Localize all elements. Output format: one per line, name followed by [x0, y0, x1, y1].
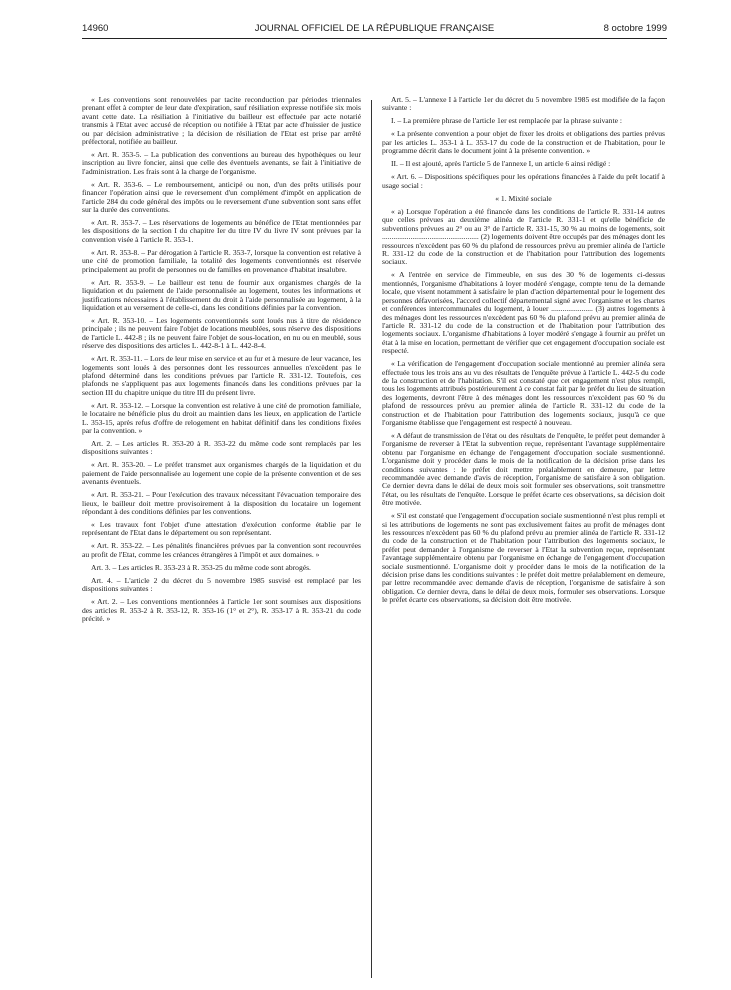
- paragraph: « Art. 6. – Dispositions spécifiques pour les opérations financées à l'aide du prêt locatif à usage social :: [382, 172, 665, 190]
- page-header: [82, 20, 667, 39]
- column-divider: [371, 100, 372, 978]
- section-heading: « 1. Mixité sociale: [495, 193, 552, 203]
- left-column: [82, 96, 361, 628]
- paragraph: « Art. R. 353-22. – Les pénalités financières prévues par la convention sont recouvrées au profit de l'Etat, comme les créances étrangères à l'impôt et aux domaines. »: [82, 541, 361, 559]
- article-paragraph: Art. 4. – L'article 2 du décret du 5 novembre 1985 susvisé est remplacé par les dispositions suivantes :: [82, 575, 361, 594]
- paragraph: « Art. 2. – Les conventions mentionnées à l'article 1er sont soumises aux dispositions des articles R. 353-2 à R. 353-12, R. 353-16 (1° et 2°), R. 353-17 à R. 353-21 du code précité. »: [82, 597, 361, 624]
- paragraph: « Art. R. 353-9. – Le bailleur est tenu de fournir aux organismes chargés de la liquidation et du paiement de l'aide personnalisée au logement, toutes les informations et justifications nécessaires à l'établissement du droit à l'aide personnalisée au logement, à la liquidation et au versement de celle-ci, dans les conditions définies par la convention.: [82, 277, 361, 312]
- article-paragraph: Art. 2. – Les articles R. 353-20 à R. 353-22 du même code sont remplacés par les dispositions suivantes :: [82, 438, 361, 457]
- paragraph: « A l'entrée en service de l'immeuble, en sus des 30 % de logements ci-dessus mentionnés, l'organisme d'habitations à loyer modéré s'engage, compte tenu de la demande locale, que visent notamment à satisfaire le plan d'action départemental pour le logement des personnes défavorisées, l'accord collectif départemental signé avec l'organisme et les chartes et conférences intercommunales du logement, à louer ...................... (3) autres logements à des ménages dont les ressources n'excèdent pas 60 % du plafond prévu au premier alinéa de l'article R. 331-12 du code de la construction et de l'habitation pour l'attribution des logements sociaux. L'organisme d'habitations à loyer modéré s'engage à fournir au préfet un état à la mise en location, permettant de vérifier que cet engagement d'occupation sociale est respecté.: [382, 270, 665, 356]
- paragraph: « Art. R. 353-10. – Les logements conventionnés sont loués nus à titre de résidence principale ; ils ne peuvent faire l'objet de locations meublées, sous réserve des dispositions de l'article L. 442-8 ; ils ne peuvent faire l'objet de sous-location, en nu ou en meublé, sous réserve des dispositions des articles L. 442-8-1 à L. 442-8-4.: [82, 315, 361, 351]
- issue-date: 8 octobre 1999: [603, 23, 667, 34]
- paragraph: « Art. R. 353-20. – Le préfet transmet aux organismes chargés de la liquidation et du paiement de l'aide personnalisée au logement une copie de la présente convention et de ses avenants éventuels.: [82, 460, 361, 487]
- paragraph: « Les travaux font l'objet d'une attestation d'exécution conforme établie par le représentant de l'Etat dans le département ou son représentant.: [82, 520, 361, 538]
- paragraph: « A défaut de transmission de l'état ou des résultats de l'enquête, le préfet peut demander à l'organisme de reverser à l'Etat la subvention reçue, représentant l'avantage supplémentaire obtenu par l'organisme en échange de l'engagement d'occupation sociale susmentionné. L'organisme doit y procéder dans le mois de la notification de la décision prise dans les conditions suivantes : le préfet doit mettre préalablement en demeure, par lettre recommandée avec demande d'avis de réception, l'organisme de satisfaire à son obligation. Ce dernier devra dans le délai de deux mois soit formuler ses observations, soit transmettre l'état, ou les résultats de l'enquête. Lorsque le préfet écarte ces observations, sa décision doit être motivée.: [382, 430, 665, 508]
- right-column: [382, 96, 665, 609]
- article-paragraph: Art. 3. – Les articles R. 353-23 à R. 353-25 du même code sont abrogés.: [91, 562, 311, 572]
- article-paragraph: Art. 5. – L'annexe I à l'article 1er du décret du 5 novembre 1985 est modifiée de la façon suivante :: [382, 95, 665, 113]
- paragraph: « Les conventions sont renouvelées par tacite reconduction par périodes triennales prenant effet à compter de leur date d'expiration, sauf résiliation expresse notifiée six mois avant cette date. La résiliation à l'initiative du bailleur est effectuée par acte notarié transmis à l'Etat avec accusé de réception ou notifiée à l'Etat par acte d'huissier de justice ou par décision administrative ; la décision de résiliation de l'Etat est prise par arrêté préfectoral, notifiée au bailleur.: [82, 95, 361, 147]
- journal-title: JOURNAL OFFICIEL DE LA RÉPUBLIQUE FRANÇAISE: [254, 23, 495, 34]
- paragraph: « Art. R. 353-6. – Le remboursement, anticipé ou non, d'un des prêts utilisés pour financer l'opération ainsi que le reversement d'un complément d'impôt en application de l'article 284 du code général des impôts ou le reversement d'une subvention sont sans effet sur la durée des conventions.: [82, 179, 361, 215]
- paragraph: « Art. R. 353-11. – Lors de leur mise en service et au fur et à mesure de leur vacance, les logements sont loués à des personnes dont les ressources annuelles n'excèdent pas le plafond déterminé dans les conditions prévues par l'article R. 331-12. Toutefois, ces plafonds ne s'appliquent pas aux logements financés dans les conditions prévues par la section III du chapitre unique du titre III du présent livre.: [82, 354, 361, 397]
- paragraph: « S'il est constaté que l'engagement d'occupation sociale susmentionné n'est plus rempli et si les attributions de logements ne sont pas exclusivement faites au profit de ménages dont les ressources n'excèdent pas 60 % du plafond prévu au premier alinéa de l'article R. 331-12 du code de la construction et de l'habitation pour l'attribution des logements sociaux, le préfet peut demander à l'organisme de reverser à l'Etat la subvention reçue, représentant l'avantage supplémentaire obtenu par l'organisme en échange de l'engagement d'occupation sociale susmentionné. L'organisme doit y procéder dans le mois de la notification de la décision prise dans les conditions suivantes : le préfet doit mettre préalablement en demeure, par lettre recommandée avec demande d'avis de réception, l'organisme de satisfaire à son obligation. Ce dernier devra, dans le délai de deux mois, formuler ses observations. Lorsque le préfet écarte ces observations, sa décision doit être motivée.: [382, 511, 665, 605]
- paragraph: I. – La première phrase de l'article 1er est remplacée par la phrase suivante :: [391, 116, 622, 126]
- paragraph: « a) Lorsque l'opération a été financée dans les conditions de l'article R. 331-14 autres que celles prévues au deuxième alinéa de l'article R. 331-1 et qu'elle bénéficie de subventions prévues au 2° ou au 3° de l'article R. 331-15, 30 % au moins de logements, soit ................................................... (2) logements doivent être occupés par des ménages dont les ressources n'excèdent pas 60 % du plafond de ressources prévu au premier alinéa de l'article R. 331-12 du code de la construction et de l'habitation pour l'attribution des logements sociaux.: [382, 207, 665, 267]
- paragraph: II. – Il est ajouté, après l'article 5 de l'annexe I, un article 6 ainsi rédigé :: [391, 159, 611, 169]
- paragraph: « La vérification de l'engagement d'occupation sociale mentionné au premier alinéa sera effectuée tous les trois ans au vu des résultats de l'enquête prévue à l'article L. 442-5 du code de la construction et de l'habitation. S'il est constaté que cet engagement n'est plus rempli, tous les logements attribués postérieurement à ce constat fait par le préfet du lieu de situation des logements, devront l'être à des ménages dont les ressources n'excèdent pas 60 % du plafond de ressources prévu au premier alinéa de l'article R. 331-12 du code de la construction et de l'habitation pour l'attribution des logements sociaux, jusqu'à ce que l'organisme établisse que l'engagement est respecté à nouveau.: [382, 359, 665, 427]
- paragraph: « Art. R. 353-12. – Lorsque la convention est relative à une cité de promotion familiale, le locataire ne bénéficie plus du droit au maintien dans les lieux, en application de l'article L. 353-15, après refus d'offre de relogement en habitat définitif dans les conditions fixées par la convention. »: [82, 400, 361, 435]
- paragraph: « La présente convention a pour objet de fixer les droits et obligations des parties prévus par les articles L. 353-1 à L. 353-17 du code de la construction et de l'habitation, pour le programme décrit dans le document joint à la présente convention. »: [382, 129, 665, 156]
- page-number: 14960: [82, 23, 109, 34]
- paragraph: « Art. R. 353-21. – Pour l'exécution des travaux nécessitant l'évacuation temporaire des lieux, le bailleur doit mettre provisoirement à la disposition du locataire un logement répondant à des conditions définies par les conventions.: [82, 490, 361, 516]
- paragraph: « Art. R. 353-5. – La publication des conventions au bureau des hypothèques ou leur inscription au livre foncier, ainsi que celle des éventuels avenants, se fait à l'initiative de l'administration. Les frais sont à la charge de l'organisme.: [82, 150, 361, 176]
- paragraph: « Art. R. 353-7. – Les réservations de logements au bénéfice de l'Etat mentionnées par les dispositions de la section I du chapitre Ier du titre IV du livre IV sont prévues par la convention visée à l'article R. 353-1.: [82, 218, 361, 244]
- paragraph: « Art. R. 353-8. – Par dérogation à l'article R. 353-7, lorsque la convention est relative à une cité de promotion familiale, la totalité des logements conventionnés est réservée principalement au profit de personnes ou de familles en provenance d'habitat insalubre.: [82, 247, 361, 274]
